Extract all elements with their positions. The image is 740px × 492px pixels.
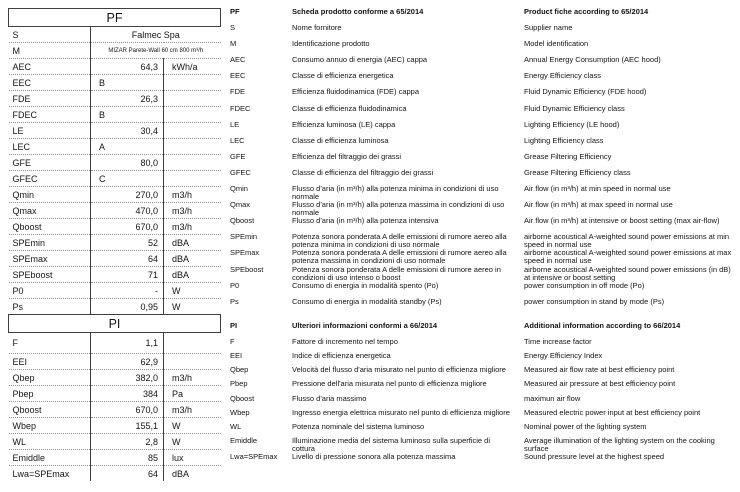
legend-description-it: Indice di efficienza energetica (292, 351, 391, 361)
legend-key: S (230, 23, 236, 33)
legend-row-gfec (230, 169, 736, 185)
spec-row-wl (9, 434, 221, 450)
legend-key: Qmax (230, 200, 251, 210)
spec-key: LE (9, 123, 91, 139)
legend-description-it: Identificazione prodotto (292, 39, 370, 49)
spec-key: AEC (9, 59, 91, 75)
legend-key: LE (230, 119, 240, 129)
legend-description-en: Measured air pressure at best efficiency point (524, 379, 676, 389)
spec-key: Emiddle (9, 450, 91, 466)
legend-row-m (230, 40, 736, 56)
legend-key: P0 (230, 280, 240, 290)
spec-key: EEI (9, 354, 91, 370)
legend-description-it: Flusso d'aria massimo (292, 393, 367, 403)
spec-unit: dBA (164, 267, 221, 283)
legend-description-en: Product fiche according to 65/2014 (524, 7, 649, 16)
legend-description-en: Measured electric power input at best efficiency point (524, 407, 701, 417)
legend-key: SPEmax (230, 248, 260, 258)
spec-value: 26,3 (91, 91, 164, 107)
spec-value: 64 (91, 466, 164, 482)
spec-row-s (9, 27, 221, 43)
spec-row-ps (9, 299, 221, 315)
legend-description-en: Lighting Efficiency class (524, 135, 604, 145)
legend-row-qmin (230, 185, 736, 201)
spec-row-speboost (9, 267, 221, 283)
legend-row-lec (230, 137, 736, 153)
spec-row-aec (9, 59, 221, 75)
legend-key: Qmin (230, 184, 248, 194)
spec-key: GFE (9, 155, 91, 171)
spec-row-qmin (9, 187, 221, 203)
spec-unit (164, 75, 221, 91)
legend-description-it: Ulteriori informazioni conformi a 66/2014 (292, 320, 438, 330)
spec-row-qbep (9, 370, 221, 386)
spec-key: FDEC (9, 107, 91, 123)
spec-key: EEC (9, 75, 91, 91)
legend-row-eei (230, 352, 736, 366)
spec-key: Lwa=SPEmax (9, 466, 91, 482)
legend (230, 5, 736, 467)
spec-key: GFEC (9, 171, 91, 187)
legend-description-it: Potenza sonora ponderata A delle emissioni di rumore aereo alla potenza massima in condizioni di uso normale (292, 248, 507, 266)
legend-key: WL (230, 422, 242, 431)
legend-description-en: Energy Efficiency Index (524, 351, 603, 361)
spec-unit (164, 91, 221, 107)
legend-description-en: Grease Filtering Efficiency class (524, 167, 631, 177)
legend-key: SPEboost (230, 264, 264, 274)
spec-unit: m3/h (164, 187, 221, 203)
legend-description-it: Ingresso energia elettrica misurato nel punto di efficienza migliore (292, 407, 510, 417)
legend-key: LEC (230, 135, 245, 145)
legend-row-wl (230, 423, 736, 437)
spec-unit: W (164, 434, 221, 450)
legend-key: Pbep (230, 379, 248, 389)
legend-description-it: Potenza sonora ponderata A delle emissioni di rumore aereo in condizioni di uso intenso o boost (292, 264, 501, 282)
spec-row-lec (9, 139, 221, 155)
spec-value: 85 (91, 450, 164, 466)
spec-key: SPEmax (9, 251, 91, 267)
legend-row-qboost (230, 217, 736, 233)
spec-unit: W (164, 418, 221, 434)
legend-row-f (230, 338, 736, 352)
spec-key: Qboost (9, 402, 91, 418)
legend-row-speboost (230, 266, 736, 282)
spec-key: LEC (9, 139, 91, 155)
legend-description-it: Classe di efficienza energetica (292, 71, 394, 81)
legend-key: Qbep (230, 365, 249, 375)
spec-value: B (91, 75, 164, 91)
spec-unit: dBA (164, 466, 221, 482)
spec-row-emiddle (9, 450, 221, 466)
legend-key: FDE (230, 87, 245, 97)
legend-description-en: Average illumination of the lighting system on the cooking surface (524, 436, 715, 454)
legend-description-en: power consumption in off mode (Po) (524, 280, 645, 290)
legend-row-s (230, 24, 736, 40)
legend-description-en: Supplier name (524, 23, 573, 33)
spec-value: 2,8 (91, 434, 164, 450)
legend-description-en: Nominal power of the lighting system (524, 422, 647, 431)
legend-row-eec (230, 72, 736, 88)
spec-unit (164, 123, 221, 139)
spec-key: WL (9, 434, 91, 450)
legend-row-qboost (230, 395, 736, 409)
spec-key: Qmax (9, 203, 91, 219)
legend-key: GFE (230, 151, 246, 161)
legend-row-ps (230, 298, 736, 314)
spec-row-spemin (9, 235, 221, 251)
legend-description-it: Fattore di incremento nel tempo (292, 336, 398, 346)
spec-value: 80,0 (91, 155, 164, 171)
legend-key: GFEC (230, 167, 251, 177)
spec-row-fdec (9, 107, 221, 123)
spec-row-eec (9, 75, 221, 91)
spec-unit: lux (164, 450, 221, 466)
spec-unit (164, 354, 221, 370)
spec-row-pbep (9, 386, 221, 402)
spec-key: Qbep (9, 370, 91, 386)
spec-unit: m3/h (164, 402, 221, 418)
spec-value: 470,0 (91, 203, 164, 219)
spec-row-eei (9, 354, 221, 370)
spec-row-gfe (9, 155, 221, 171)
spec-value: 0,95 (91, 299, 164, 315)
spec-unit: dBA (164, 251, 221, 267)
legend-description-it: Consumo di energia in modalità standby (Ps) (292, 296, 442, 306)
spec-value: 1,1 (91, 333, 164, 354)
spec-row-f (9, 333, 221, 354)
legend-row-emiddle (230, 437, 736, 453)
legend-description-en: airborne acoustical A-weighted sound power emissions at max speed in normal use (524, 248, 732, 266)
spec-unit: Pa (164, 386, 221, 402)
legend-description-en: Measured air flow rate at best efficiency point (524, 365, 675, 375)
spec-value: 155,1 (91, 418, 164, 434)
spec-unit (164, 155, 221, 171)
legend-description-it: Velocità del flusso d'aria misurato nel punto di efficienza migliore (292, 365, 506, 375)
spec-unit (164, 139, 221, 155)
legend-description-it: Potenza sonora ponderata A delle emissioni di rumore aereo alla potenza minima in condizioni di uso normale (292, 232, 507, 250)
spec-row-lwa-spemax (9, 466, 221, 482)
legend-row-spemin (230, 233, 736, 249)
spec-value: 270,0 (91, 187, 164, 203)
legend-row-fde (230, 88, 736, 104)
legend-key: Lwa=SPEmax (230, 452, 278, 462)
spec-value: 382,0 (91, 370, 164, 386)
spec-value: Falmec Spa (91, 27, 221, 43)
legend-description-it: Efficienza fluidodinamica (FDE) cappa (292, 87, 420, 97)
spec-value: C (91, 171, 164, 187)
legend-description-en: Energy Efficiency class (524, 71, 601, 81)
legend-description-it: Classe di efficienza fluidodinamica (292, 103, 407, 113)
legend-description-en: maximun air flow (524, 393, 581, 403)
legend-row-le (230, 121, 736, 137)
legend-key: M (230, 39, 237, 49)
legend-row-aec (230, 56, 736, 72)
legend-description-en: airborne acoustical A-weighted sound power emissions (in dB) at intensive or boost setting (524, 264, 731, 282)
legend-key: Qboost (230, 393, 255, 403)
section-title-pf: PF (9, 9, 221, 27)
legend-description-it: Consumo di energia in modalità spento (Po) (292, 280, 439, 290)
legend-row-gfe (230, 153, 736, 169)
legend-description-it: Flusso d'aria (in m³/h) alla potenza minima in condizioni di uso normale (292, 184, 499, 202)
spec-row-qboost (9, 219, 221, 235)
legend-description-en: Grease Filtering Efficiency (524, 151, 612, 161)
legend-row-pi (230, 322, 736, 338)
spec-key: P0 (9, 283, 91, 299)
legend-row-pf (230, 8, 736, 24)
legend-row-p0 (230, 282, 736, 298)
spec-value: 670,0 (91, 219, 164, 235)
legend-description-en: power consumption in stand by mode (Ps) (524, 296, 665, 306)
legend-row-fdec (230, 105, 736, 121)
legend-description-it: Classe di efficienza del filtraggio dei grassi (292, 167, 434, 177)
spec-unit (164, 171, 221, 187)
legend-description-en: Sound pressure level at the highest speed (524, 452, 665, 462)
spec-row-p0 (9, 283, 221, 299)
spec-unit (164, 107, 221, 123)
spec-value: 384 (91, 386, 164, 402)
legend-key: SPEmin (230, 232, 258, 242)
spec-row-qboost (9, 402, 221, 418)
spec-unit (164, 333, 221, 354)
spec-key: S (9, 27, 91, 43)
spec-row-wbep (9, 418, 221, 434)
legend-description-en: Air flow (in m³/h) at intensive or boost setting (max air-flow) (524, 216, 720, 226)
spec-row-spemax (9, 251, 221, 267)
legend-description-en: Fluid Dynamic Efficiency (FDE hood) (524, 87, 647, 97)
spec-row-le (9, 123, 221, 139)
spec-key: M (9, 43, 91, 59)
legend-description-it: Consumo annuo di energia (AEC) cappa (292, 55, 428, 65)
spec-row-fde (9, 91, 221, 107)
legend-key: EEI (230, 351, 243, 361)
spec-value: 62,9 (91, 354, 164, 370)
legend-description-it: Scheda prodotto conforme a 65/2014 (292, 7, 424, 16)
section-header-row-pf (9, 9, 221, 27)
spec-key: FDE (9, 91, 91, 107)
legend-key: F (230, 336, 235, 346)
spec-value: - (91, 283, 164, 299)
legend-description-it: Illuminazione media del sistema luminoso sulla superficie di cottura (292, 436, 491, 454)
legend-key: Ps (230, 296, 239, 306)
legend-description-en: Air flow (in m³/h) at max speed in normal use (524, 200, 673, 210)
legend-description-it: Flusso d'aria (in m³/h) alla potenza intensiva (292, 216, 439, 226)
spec-unit: m3/h (164, 203, 221, 219)
legend-row-spemax (230, 249, 736, 265)
legend-description-en: Annual Energy Consumption (AEC hood) (524, 55, 661, 65)
legend-key: Qboost (230, 216, 255, 226)
spec-unit: dBA (164, 235, 221, 251)
spec-unit: W (164, 299, 221, 315)
spec-key: Pbep (9, 386, 91, 402)
legend-row-lwa-spemax (230, 453, 736, 467)
spec-unit: m3/h (164, 370, 221, 386)
legend-key: AEC (230, 55, 246, 65)
legend-key: FDEC (230, 103, 251, 113)
legend-description-it: Livello di pressione sonora alla potenza massima (292, 452, 456, 462)
legend-row-wbep (230, 409, 736, 423)
spec-unit: m3/h (164, 219, 221, 235)
legend-key: EEC (230, 71, 246, 81)
spec-value: 52 (91, 235, 164, 251)
spec-value: 670,0 (91, 402, 164, 418)
legend-description-en: Time increase factor (524, 336, 592, 346)
spec-value: 30,4 (91, 123, 164, 139)
legend-description-en: Fluid Dynamic Efficiency class (524, 103, 625, 113)
spec-value: B (91, 107, 164, 123)
spec-row-m (9, 43, 221, 59)
legend-row-qmax (230, 201, 736, 217)
legend-row-qbep (230, 366, 736, 380)
spec-key: Qboost (9, 219, 91, 235)
legend-description-en: airborne acoustical A-weighted sound power emissions at min speed in normal use (524, 232, 730, 250)
spec-row-gfec (9, 171, 221, 187)
legend-key: PF (230, 7, 240, 16)
spec-unit: W (164, 283, 221, 299)
legend-description-en: Air flow (in m³/h) at min speed in normal use (524, 184, 671, 194)
legend-key: Emiddle (230, 436, 258, 446)
spec-key: Qmin (9, 187, 91, 203)
legend-description-it: Nome fornitore (292, 23, 342, 33)
spec-key: SPEmin (9, 235, 91, 251)
spec-table (8, 8, 221, 481)
legend-description-it: Efficienza luminosa (LE) cappa (292, 119, 396, 129)
legend-description-it: Classe di efficienza luminosa (292, 135, 389, 145)
legend-description-it: Pressione dell'aria misurata nel punto di efficienza migliore (292, 379, 487, 389)
spec-value: A (91, 139, 164, 155)
legend-key: PI (230, 320, 238, 330)
spec-value: 64 (91, 251, 164, 267)
section-title-pi: PI (9, 315, 221, 333)
spec-key: SPEboost (9, 267, 91, 283)
legend-description-en: Additional information according to 66/2014 (524, 320, 681, 330)
legend-description-en: Lighting Efficiency (LE hood) (524, 119, 620, 129)
spec-key: F (9, 333, 91, 354)
legend-description-en: Model identification (524, 39, 589, 49)
spec-unit: kWh/a (164, 59, 221, 75)
spec-key: Wbep (9, 418, 91, 434)
legend-row-pbep (230, 380, 736, 394)
spec-value: 64,3 (91, 59, 164, 75)
spec-value: 71 (91, 267, 164, 283)
legend-key: Wbep (230, 407, 250, 417)
legend-description-it: Flusso d'aria (in m³/h) alla potenza massima in condizioni di uso normale (292, 200, 505, 218)
section-header-row-pi (9, 315, 221, 333)
legend-description-it: Potenza nominale del sistema luminoso (292, 422, 425, 431)
spec-row-qmax (9, 203, 221, 219)
spec-key: Ps (9, 299, 91, 315)
spec-value: MIZAR Parete-Wall 60 cm 800 m³/h (91, 43, 221, 59)
legend-description-it: Efficienza del filtraggio dei grassi (292, 151, 402, 161)
